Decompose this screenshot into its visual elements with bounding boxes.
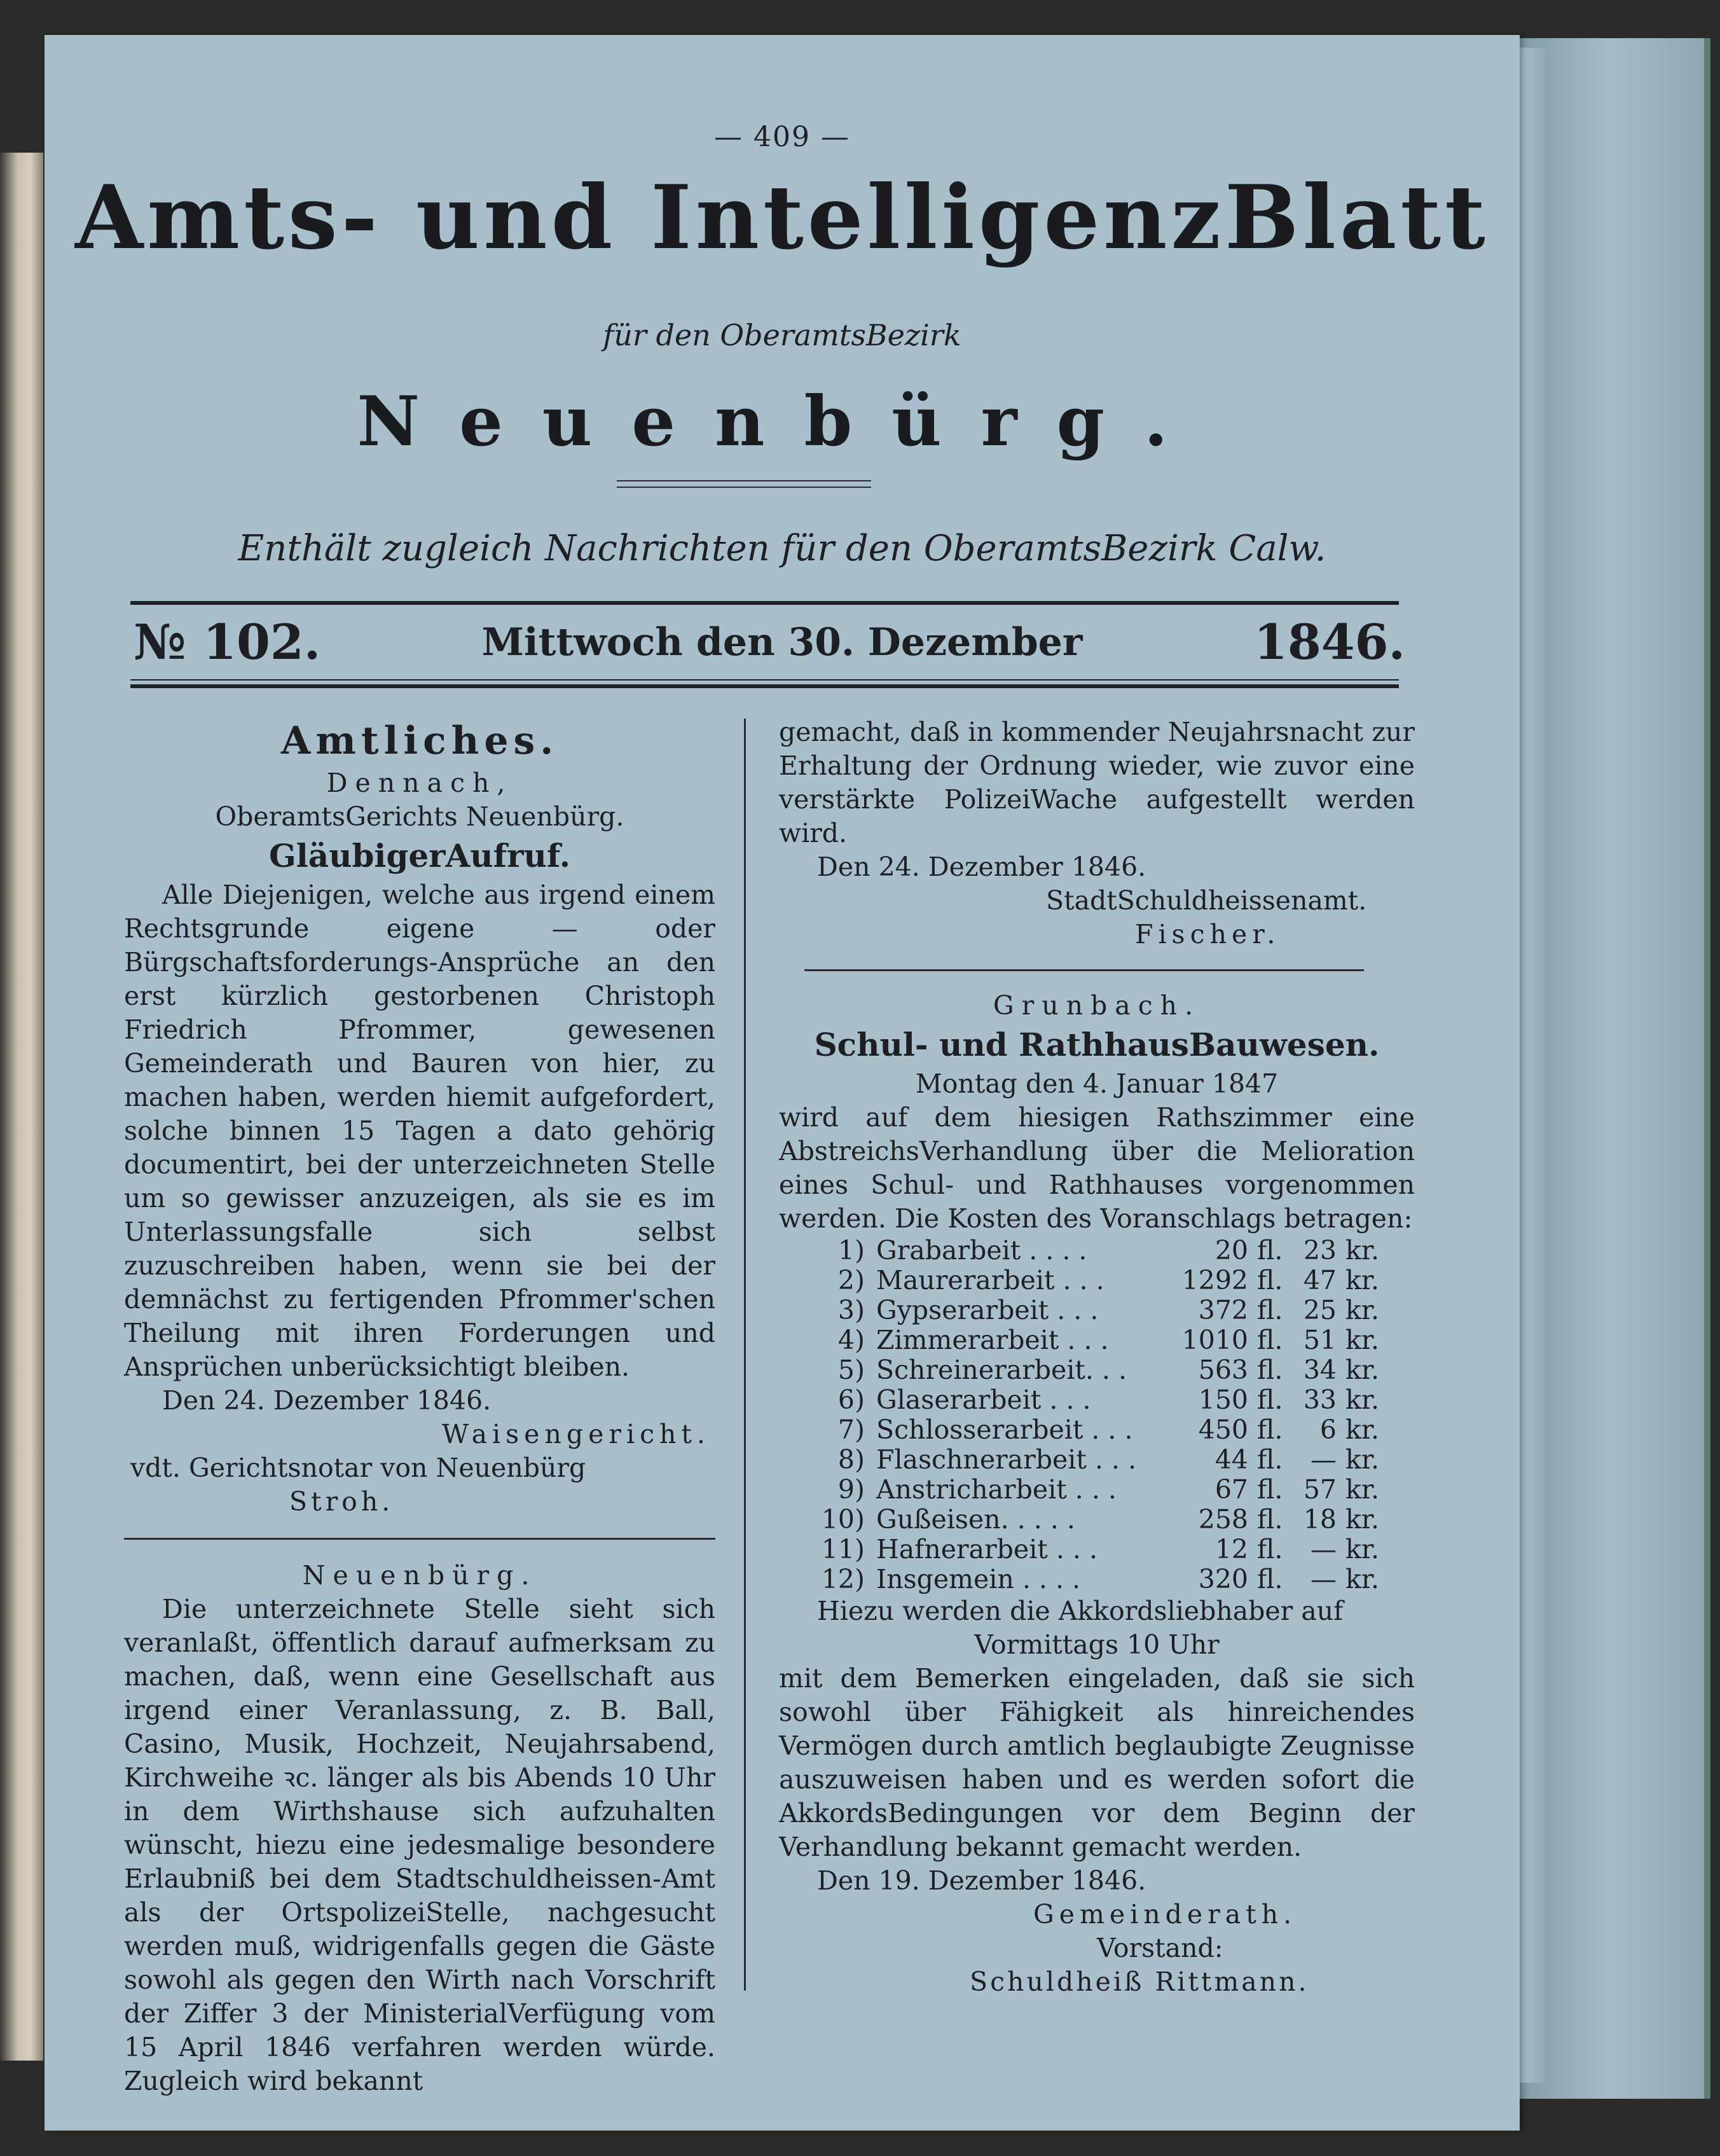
town-notice-text: Die unterzeichnete Stelle sieht sich veranlaßt, öffentlich darauf aufmerksam zu machen, daß, wenn eine Gesellschaft aus irgend einer Veranlassung, z. B. Ball, Casino, Musik, Hochzeit, Neujahrsabend, Kirchweihe ꝛc. länger als bis Abends 10 Uhr in dem Wirthshause sich aufzuhalten wünscht, hiezu eine jedesmalige besondere Erlaubniß bei dem Stadtschuldheissen-Amt als der OrtspolizeiStelle, nachgesucht werden muß, widrigenfalls gegen die Gäste sowohl als gegen den Wirth nach Vorschrift der Ziffer 3 der MinisterialVerfügung vom 15 April 1846 verfahren werden würde. Zugleich wird bekannt xyxy=(124,1594,715,2096)
closing-signature-2: Vorstand: xyxy=(1097,1933,1223,1963)
cost-kreuzer-unit: kr. xyxy=(1345,1534,1379,1565)
grunbach-intro: wird auf dem hiesigen Rathszimmer eine AbstreichsVerhandlung über die Melioration eines Schul- und Rathhauses vorgenommen werden. Die Kosten des Voranschlags betragen: xyxy=(779,1102,1415,1234)
cost-number: 5) xyxy=(837,1355,865,1385)
section-title: Amtliches. xyxy=(280,719,559,763)
notice-title: GläubigerAufruf. xyxy=(269,837,570,874)
cost-florin: 44 xyxy=(1214,1444,1248,1475)
notice-signature-1: Waisengericht. xyxy=(442,1419,710,1449)
cost-item: Grabarbeit . . . . xyxy=(876,1235,1087,1266)
cost-number: 11) xyxy=(821,1534,865,1565)
cost-row xyxy=(817,1565,1379,1594)
continuation-signature-1: StadtSchuldheissenamt. xyxy=(1046,885,1367,916)
notice-place: Dennach, xyxy=(326,768,513,798)
cost-florin-unit: fl. xyxy=(1257,1235,1283,1266)
cost-kreuzer-unit: kr. xyxy=(1345,1355,1379,1385)
cost-kreuzer: 57 xyxy=(1303,1474,1337,1505)
closing-text: mit dem Bemerken eingeladen, daß sie sich sowohl über Fähigkeit als hinreichendes Vermögen durch amtlich beglaubigte Zeugnisse auszuweisen haben und es werden sofort die AkkordsBedingungen vor dem Beginn der Verhandlung bekannt gemacht werden. xyxy=(779,1663,1415,1862)
cost-item: Zimmerarbeit . . . xyxy=(876,1325,1109,1355)
continuation-signature-2: Fischer. xyxy=(1135,919,1281,950)
cost-kreuzer: — xyxy=(1311,1534,1337,1565)
cost-number: 10) xyxy=(821,1504,865,1535)
closing-date: Den 19. Dezember 1846. xyxy=(817,1865,1146,1896)
cost-number: 4) xyxy=(837,1325,865,1355)
town-notice-title: Neuenbürg. xyxy=(302,1560,537,1591)
cost-row xyxy=(817,1475,1379,1505)
cost-florin: 20 xyxy=(1214,1235,1248,1266)
grunbach-date-line: Montag den 4. Januar 1847 xyxy=(915,1068,1279,1099)
cost-kreuzer: 47 xyxy=(1303,1265,1337,1296)
masthead-title: Amts- und IntelligenzBlatt xyxy=(75,165,1489,269)
cost-number: 9) xyxy=(837,1474,865,1505)
cost-kreuzer-unit: kr. xyxy=(1345,1504,1379,1535)
closing-signature-3: Schuldheiß Rittmann. xyxy=(970,1966,1309,1997)
cost-florin: 450 xyxy=(1198,1414,1248,1445)
cost-kreuzer-unit: kr. xyxy=(1345,1385,1379,1415)
cost-kreuzer: 51 xyxy=(1303,1325,1337,1355)
cost-florin: 320 xyxy=(1198,1564,1248,1594)
cost-item: Schreinerarbeit. . . xyxy=(876,1355,1127,1385)
cost-kreuzer: 6 xyxy=(1319,1414,1337,1445)
cost-number: 8) xyxy=(837,1444,865,1475)
cost-florin: 12 xyxy=(1214,1534,1248,1565)
cost-kreuzer-unit: kr. xyxy=(1345,1295,1379,1325)
cost-item: Insgemein . . . . xyxy=(876,1564,1081,1594)
cost-kreuzer-unit: kr. xyxy=(1345,1235,1379,1266)
column-divider xyxy=(744,719,746,1991)
cost-row xyxy=(817,1266,1379,1296)
invite-line: Hiezu werden die Akkordsliebhaber auf xyxy=(817,1596,1344,1626)
cost-florin-unit: fl. xyxy=(1257,1355,1283,1385)
cost-table xyxy=(817,1236,1379,1594)
cost-kreuzer-unit: kr. xyxy=(1345,1564,1379,1594)
cost-item: Hafnerarbeit . . . xyxy=(876,1534,1097,1565)
time-line: Vormittags 10 Uhr xyxy=(974,1629,1220,1660)
cost-row xyxy=(817,1325,1379,1355)
cost-kreuzer: — xyxy=(1311,1564,1337,1594)
top-rule xyxy=(130,601,1399,605)
cost-florin: 563 xyxy=(1198,1355,1248,1385)
cost-kreuzer: 34 xyxy=(1303,1355,1337,1385)
cost-number: 6) xyxy=(837,1385,865,1415)
cost-row xyxy=(817,1385,1379,1415)
cost-florin-unit: fl. xyxy=(1257,1534,1283,1565)
cost-row xyxy=(817,1355,1379,1385)
cost-florin-unit: fl. xyxy=(1257,1325,1283,1355)
section-separator xyxy=(124,1538,715,1540)
cost-item: Gypserarbeit . . . xyxy=(876,1295,1099,1325)
issue-year: 1846. xyxy=(1254,614,1405,670)
cost-item: Flaschnerarbeit . . . xyxy=(876,1444,1137,1475)
grunbach-title: Schul- und RathhausBauwesen. xyxy=(814,1026,1380,1063)
cost-kreuzer-unit: kr. xyxy=(1345,1414,1379,1445)
cost-kreuzer-unit: kr. xyxy=(1345,1325,1379,1355)
cost-row xyxy=(817,1535,1379,1565)
cost-kreuzer: 25 xyxy=(1303,1295,1337,1325)
closing-signature-1: Gemeinderath. xyxy=(1033,1899,1297,1930)
cost-florin-unit: fl. xyxy=(1257,1265,1283,1296)
cost-florin-unit: fl. xyxy=(1257,1444,1283,1475)
masthead-town: Neuenbürg. xyxy=(357,382,1207,462)
masthead-tagline: Enthält zugleich Nachrichten für den OberamtsBezirk Calw. xyxy=(238,528,1326,569)
section-separator xyxy=(804,969,1364,971)
cost-item: Gußeisen. . . . . xyxy=(876,1504,1075,1535)
grunbach-place: Grunbach. xyxy=(993,990,1201,1021)
cost-item: Schlosserarbeit . . . xyxy=(876,1414,1133,1445)
cost-row xyxy=(817,1445,1379,1475)
notice-court: OberamtsGerichts Neuenbürg. xyxy=(215,801,624,832)
cost-florin-unit: fl. xyxy=(1257,1504,1283,1535)
ornament-rule xyxy=(617,480,871,488)
cost-florin-unit: fl. xyxy=(1257,1474,1283,1505)
cost-florin-unit: fl. xyxy=(1257,1564,1283,1594)
cost-item: Anstricharbeit . . . xyxy=(876,1474,1117,1505)
book-edge xyxy=(0,153,43,2061)
cost-florin-unit: fl. xyxy=(1257,1385,1283,1415)
masthead-subline: für den OberamtsBezirk xyxy=(603,318,961,352)
cost-florin-unit: fl. xyxy=(1257,1295,1283,1325)
notice-signature-3: Stroh. xyxy=(289,1486,394,1517)
cost-florin: 1010 xyxy=(1181,1325,1248,1355)
cost-kreuzer-unit: kr. xyxy=(1345,1265,1379,1296)
notice-date: Den 24. Dezember 1846. xyxy=(162,1385,492,1416)
cost-kreuzer-unit: kr. xyxy=(1345,1444,1379,1475)
issue-date: Mittwoch den 30. Dezember xyxy=(481,620,1083,665)
notice-signature-2: vdt. Gerichtsnotar von Neuenbürg xyxy=(130,1453,586,1483)
cost-row xyxy=(817,1415,1379,1445)
issue-rule-thin xyxy=(130,679,1399,681)
cost-florin: 67 xyxy=(1214,1474,1248,1505)
cost-row xyxy=(817,1296,1379,1325)
issue-number: № 102. xyxy=(134,614,321,670)
cost-florin: 1292 xyxy=(1181,1265,1248,1296)
cost-number: 2) xyxy=(837,1265,865,1296)
cost-kreuzer: — xyxy=(1311,1444,1337,1475)
cost-kreuzer: 23 xyxy=(1303,1235,1337,1266)
cost-row xyxy=(817,1236,1379,1266)
cost-kreuzer-unit: kr. xyxy=(1345,1474,1379,1505)
cost-kreuzer: 18 xyxy=(1303,1504,1337,1535)
cost-florin-unit: fl. xyxy=(1257,1414,1283,1445)
cost-kreuzer: 33 xyxy=(1303,1385,1337,1415)
cost-florin: 372 xyxy=(1198,1295,1248,1325)
cost-item: Maurerarbeit . . . xyxy=(876,1265,1104,1296)
cost-item: Glaserarbeit . . . xyxy=(876,1385,1091,1415)
continuation-text: gemacht, daß in kommender Neujahrsnacht zur Erhaltung der Ordnung wieder, wie zuvor eine verstärkte PolizeiWache aufgestellt werden wird. xyxy=(779,717,1415,848)
notice-text: Alle Diejenigen, welche aus irgend einem Rechtsgrunde eigene — oder Bürgschaftsforderungs-Ansprüche an den erst kürzlich gestorbenen Christoph Friedrich Pfrommer, gewesenen Gemeinderath und Bauren von hier, zu machen haben, werden hiemit aufgefordert, solche binnen 15 Tagen a dato gehörig documentirt, bei der unterzeichneten Stelle um so gewisser anzuzeigen, als sie es im Unterlassungsfalle sich selbst zuzuschreiben haben, wenn sie bei der demnächst zu fertigenden Pfrommer'schen Theilung mit ihren Forderungen und Ansprüchen unberücksichtigt bleiben. xyxy=(124,880,715,1382)
issue-rule-thick xyxy=(130,684,1399,688)
cost-row xyxy=(817,1505,1379,1535)
newspaper-page xyxy=(45,35,1520,2131)
cost-number: 1) xyxy=(837,1235,865,1266)
right-column xyxy=(779,715,1415,1999)
left-column xyxy=(124,715,715,2098)
cost-florin: 150 xyxy=(1198,1385,1248,1415)
cost-florin: 258 xyxy=(1198,1504,1248,1535)
continuation-date: Den 24. Dezember 1846. xyxy=(817,852,1146,882)
page-number: — 409 — xyxy=(714,121,850,153)
cost-number: 7) xyxy=(837,1414,865,1445)
cost-number: 12) xyxy=(821,1564,865,1594)
cost-number: 3) xyxy=(837,1295,865,1325)
